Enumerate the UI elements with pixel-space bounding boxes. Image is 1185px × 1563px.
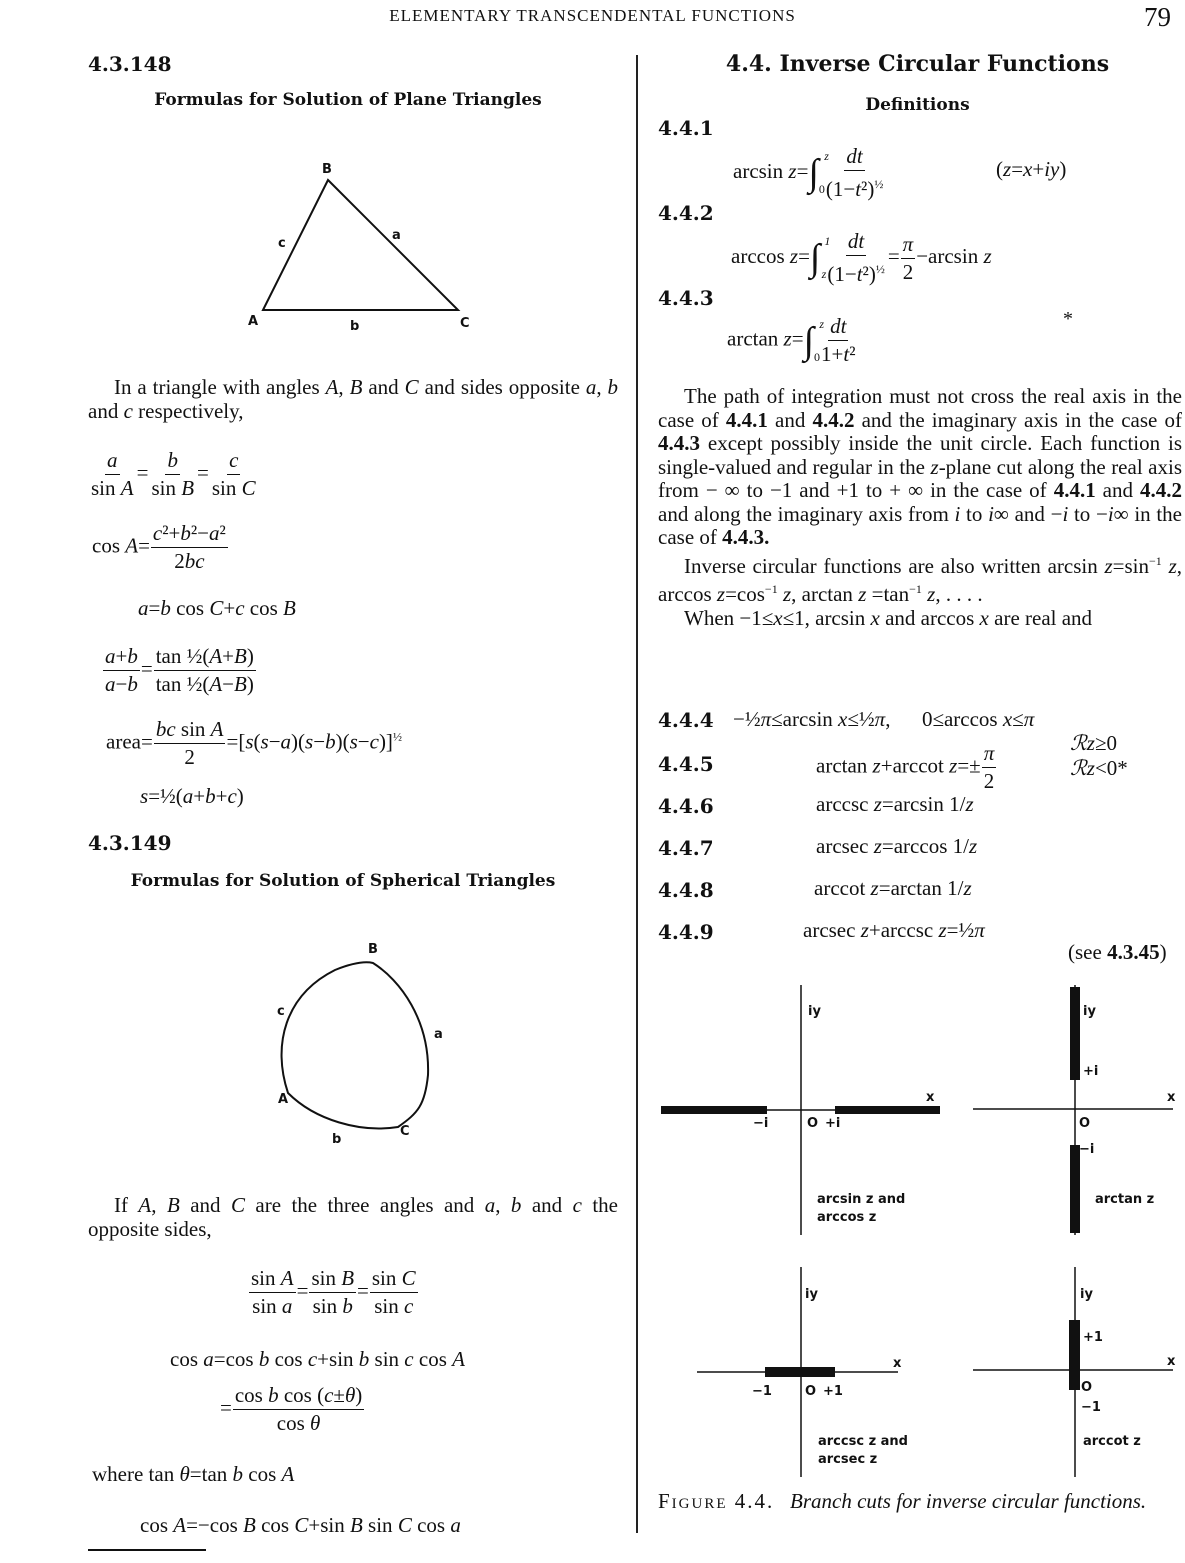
svg-text:x: x — [1167, 1090, 1176, 1105]
svg-text:+i: +i — [1083, 1064, 1099, 1079]
svg-text:−i: −i — [1079, 1142, 1095, 1157]
z-definition-note: (z=x+iy) — [996, 157, 1067, 181]
real-part-cases: ℛz≥0 ℛz<0* — [1070, 731, 1128, 780]
svg-text:iy: iy — [1083, 1004, 1096, 1019]
svg-text:arccos z: arccos z — [817, 1210, 877, 1225]
svg-text:C: C — [400, 1124, 410, 1139]
svg-text:A: A — [248, 314, 259, 329]
spherical-law-of-cosines: cos a=cos b cos c+sin b sin c cos A — [170, 1347, 465, 1371]
svg-text:b: b — [350, 319, 360, 334]
projection-formula: a=b cos C+c cos B — [138, 596, 296, 620]
svg-text:x: x — [926, 1090, 935, 1105]
panel-arccsc-arcsec — [697, 1267, 908, 1477]
arcsin-definition: arcsin z=∫ z 0 $\frac{dt}{(1-t^2)^{\frac{1}{2}}}$ — [733, 144, 884, 201]
page-number: 79 — [1144, 2, 1171, 32]
figure-caption-text: Branch cuts for inverse circular functions. — [790, 1489, 1147, 1513]
spherical-law-of-sines: $\frac{\text{sin A}}{\text{sin a}}$ = $\frac{\text{sin B}}{\text{sin b}}$ = $\frac{\text{sin C}}{\text{sin c}}$ — [251, 1266, 416, 1318]
footnote-rule — [88, 1549, 206, 1551]
svg-text:x: x — [893, 1356, 902, 1371]
panel-arctan — [973, 985, 1176, 1235]
svg-text:−1: −1 — [1081, 1400, 1101, 1415]
svg-text:O: O — [805, 1384, 817, 1399]
branch-cut-paragraph: The path of integration must not cross the real axis in the case of 4.4.1 and 4.4.2 and the imaginary axis in the case of 4.4.3 except possibly inside the unit circle. Each function is single-valued and regular in the z-plane cut along the real axis from − ∞ to −1 and +1 to + ∞ in the case of 4.4.1 and 4.4.2 and along the imaginary axis from i to i∞ and −i to −i∞ in the case of 4.4.3. Inverse circular functions are also written $\arcsin z=\sin^{-1}$ z, $\arccos z=\cos^{-1}$ z, $\arctan z =\tan^{-1}$ z, . . . . When −1≤x≤1, arcsin x and arccos x are real and — [658, 384, 1183, 630]
svg-text:B: B — [322, 162, 332, 177]
svg-text:arccsc z and: arccsc z and — [818, 1434, 908, 1449]
law-of-cosines: cos A= $\frac{\text{c²+b²−a²}}{2bc}$ — [92, 521, 226, 573]
eq-number-4-4-8: 4.4.8 — [658, 878, 714, 902]
eq-number-4-4-2: 4.4.2 — [658, 201, 714, 225]
figure-label: Figure 4.4. — [658, 1489, 775, 1513]
figure-caption — [658, 1489, 1182, 1513]
svg-text:arcsec z: arcsec z — [818, 1452, 878, 1467]
svg-text:+1: +1 — [823, 1384, 843, 1399]
svg-text:iy: iy — [805, 1287, 818, 1302]
arcsec-arccsc-relation: arcsec z+arccsc z=½π — [803, 918, 985, 942]
eq-number-4-4-5: 4.4.5 — [658, 752, 714, 776]
svg-text:A: A — [278, 1092, 289, 1107]
plane-triangle-intro: In a triangle with angles A, B and C and sides opposite a, b and c respectively, — [88, 375, 619, 423]
arccot-relation: arccot z=arctan 1/z — [814, 876, 972, 900]
svg-text:arcsin z and: arcsin z and — [817, 1192, 906, 1207]
column-divider — [636, 55, 638, 1533]
arccsc-relation: arccsc z=arcsin 1/z — [816, 792, 974, 816]
running-header: ELEMENTARY TRANSCENDENTAL FUNCTIONS — [389, 6, 796, 25]
svg-text:+i: +i — [825, 1116, 841, 1131]
svg-text:x: x — [1167, 1354, 1176, 1369]
panel-arccot — [973, 1267, 1176, 1477]
svg-text:arccot z: arccot z — [1083, 1434, 1141, 1449]
svg-text:+1: +1 — [1083, 1330, 1103, 1345]
svg-text:arctan z: arctan z — [1095, 1192, 1155, 1207]
law-of-tangents: $\frac{a+b}{a-b}$ = $\frac{\text{tan ½(A+B)}}{\text{tan ½(A−B)}}$ — [105, 644, 254, 696]
law-of-sines: $\frac{a}{\text{sin A}}$ = $\frac{b}{\text{sin B}}$ = $\frac{c}{\text{sin C}}$ — [91, 448, 256, 500]
semi-perimeter: s=½(a+b+c) — [140, 784, 244, 808]
plane-triangle-diagram — [240, 155, 480, 340]
svg-text:iy: iy — [808, 1004, 821, 1019]
see-reference: (see 4.3.45) — [1068, 940, 1167, 964]
section-title-plane-triangles: Formulas for Solution of Plane Triangles — [154, 90, 542, 110]
arctan-arccot-relation: arctan z+arccot z=± $\frac{\pi}{2}$ — [816, 741, 995, 793]
theta-definition: where tan θ=tan b cos A — [92, 1462, 295, 1486]
eq-number-4-4-1: 4.4.1 — [658, 116, 714, 140]
section-title-spherical-triangles: Formulas for Solution of Spherical Triangles — [130, 871, 556, 891]
eq-number-4-4-6: 4.4.6 — [658, 794, 714, 818]
svg-text:a: a — [392, 228, 401, 243]
section-number-4-3-148: 4.3.148 — [88, 52, 172, 76]
definitions-heading: Definitions — [865, 95, 970, 115]
spherical-triangle-intro: If A, B and C are the three angles and a, b and c the opposite sides, — [88, 1193, 619, 1241]
area-formula: area= $\frac{\text{bc sin A}}{2}$ $=[s(s-a)(s-b)(s-c)]^{\frac{1}{2}}$ — [106, 717, 402, 769]
eq-number-4-4-4: 4.4.4 — [658, 708, 714, 732]
section-title-inverse-circular: 4.4. Inverse Circular Functions — [725, 51, 1110, 77]
svg-text:iy: iy — [1080, 1287, 1093, 1302]
arccos-definition: arccos z=∫ 1 z $\frac{dt}{(1-t^2)^{\frac{1}{2}}}$ = $\frac{\pi}{2}$ −arcsin z — [731, 229, 992, 286]
arcsec-relation: arcsec z=arccos 1/z — [816, 834, 978, 858]
svg-text:c: c — [277, 1004, 285, 1019]
spherical-angle-cosine: cos A=−cos B cos C+sin B sin C cos a — [140, 1513, 461, 1537]
branch-cut-figure — [655, 985, 1185, 1485]
svg-text:a: a — [434, 1027, 443, 1042]
eq-number-4-4-7: 4.4.7 — [658, 836, 714, 860]
svg-text:B: B — [368, 942, 378, 957]
eq-number-4-4-9: 4.4.9 — [658, 920, 714, 944]
svg-text:O: O — [1079, 1116, 1091, 1131]
section-number-4-3-149: 4.3.149 — [88, 831, 172, 855]
principal-value-ranges: −½π≤arcsin x≤½π, 0≤arccos x≤π — [733, 707, 1035, 731]
svg-text:−i: −i — [753, 1116, 769, 1131]
svg-text:b: b — [332, 1132, 342, 1147]
arctan-definition: arctan z=∫ z 0 $\frac{dt}{\text{1+t²}}$ — [727, 314, 856, 366]
svg-text:O: O — [1081, 1380, 1093, 1395]
svg-text:C: C — [460, 316, 470, 331]
svg-text:O: O — [807, 1116, 819, 1131]
svg-text:−1: −1 — [752, 1384, 772, 1399]
asterisk-marker: * — [1063, 308, 1073, 330]
eq-number-4-4-3: 4.4.3 — [658, 286, 714, 310]
panel-arcsin-arccos — [661, 985, 940, 1235]
spherical-triangle-diagram — [260, 935, 460, 1150]
spherical-cosine-theta-form: = $\frac{\text{cos b cos (c±θ)}}{\text{cos θ}}$ — [220, 1383, 363, 1435]
svg-text:c: c — [278, 236, 286, 251]
